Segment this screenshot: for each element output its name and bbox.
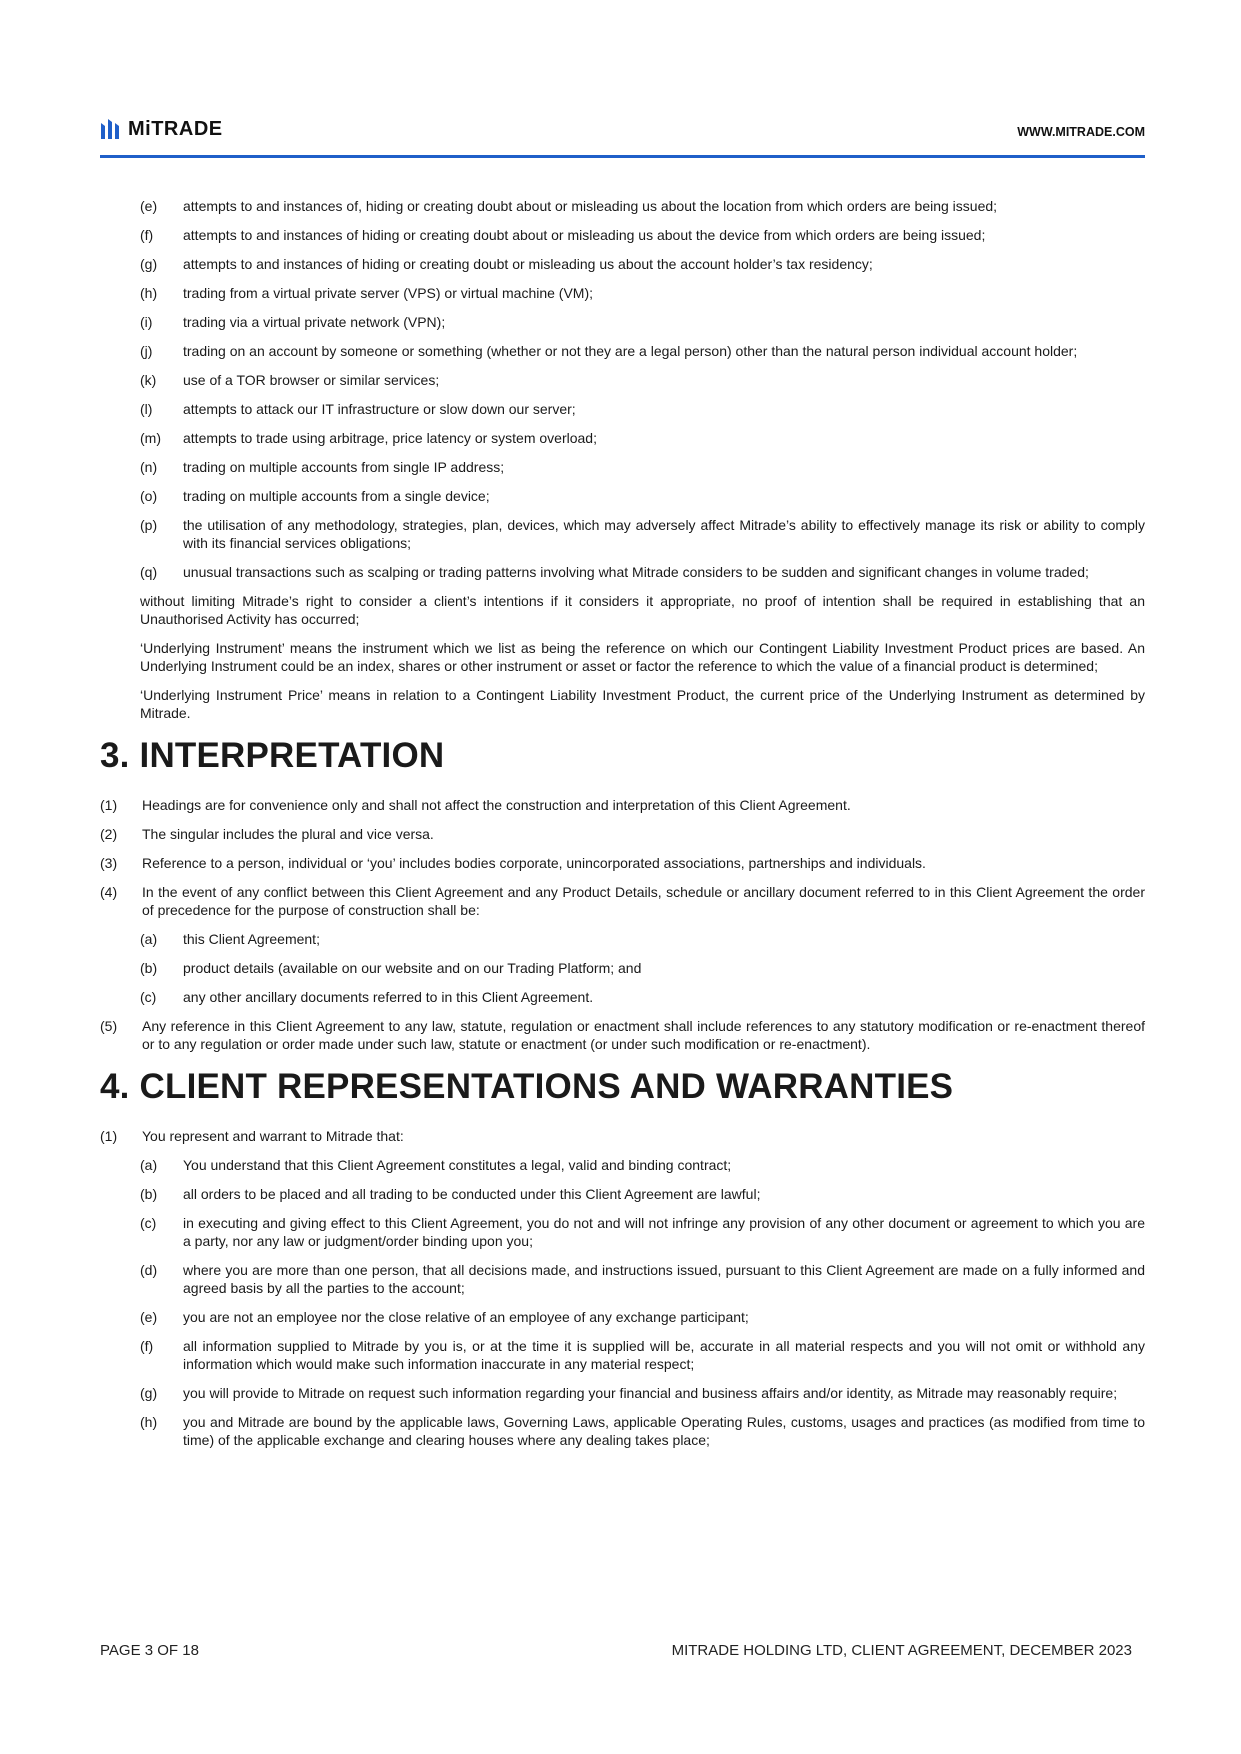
- item-text: unusual transactions such as scalping or trading patterns involving what Mitrade considers to be sudden and significant changes in volume traded;: [183, 564, 1089, 580]
- mitrade-logo: [100, 117, 223, 141]
- item-label: (f): [140, 1338, 154, 1354]
- item-text: all information supplied to Mitrade by you is, or at the time it is supplied will be, accurate in all material respects and you will not omit or withhold any information which would make such information inaccurate in any material respect;: [183, 1338, 1145, 1372]
- paragraph: ‘Underlying Instrument’ means the instrument which we list as being the reference on which our Contingent Liability Investment Product prices are based. An Underlying Instrument could be an index, shares or other instrument or asset or factor the reference to which the value of a financial product is determined;: [140, 640, 1145, 674]
- item-label: (e): [140, 198, 158, 214]
- item-text: attempts to and instances of hiding or creating doubt about or misleading us about the device from which orders are being issued;: [183, 227, 986, 243]
- item-label: (1): [100, 797, 118, 813]
- item-text: in executing and giving effect to this Client Agreement, you do not and will not infringe any provision of any other document or agreement to which you are a party, nor any law or judgment/order binding upon you;: [183, 1215, 1145, 1249]
- item-label: (5): [100, 1018, 118, 1034]
- list-item: [100, 988, 1145, 1006]
- item-text: all orders to be placed and all trading to be conducted under this Client Agreement are lawful;: [183, 1186, 761, 1202]
- list-item: [100, 825, 1145, 843]
- list-item: [100, 284, 1145, 302]
- item-label: (p): [140, 517, 158, 533]
- item-label: (c): [140, 1215, 157, 1231]
- logo-text: MiTRADE: [128, 117, 223, 140]
- item-text: trading on multiple accounts from single IP address;: [183, 459, 505, 475]
- item-label: (i): [140, 314, 153, 330]
- paragraph: ‘Underlying Instrument Price’ means in relation to a Contingent Liability Investment Product, the current price of the Underlying Instrument as determined by Mitrade.: [140, 687, 1145, 721]
- list-item: [100, 458, 1145, 476]
- item-text: In the event of any conflict between this Client Agreement and any Product Details, schedule or ancillary document referred to in this Client Agreement the order of precedence for the purpose of construction shall be:: [142, 884, 1145, 918]
- list-item: [100, 1308, 1145, 1326]
- list-item: [100, 959, 1145, 977]
- list-item: [100, 226, 1145, 244]
- item-label: (g): [140, 256, 158, 272]
- list-item: [100, 1156, 1145, 1174]
- item-text: trading on an account by someone or something (whether or not they are a legal person) other than the natural person individual account holder;: [183, 343, 1078, 359]
- section-3-item-5: [100, 1017, 1145, 1053]
- list-item: [100, 429, 1145, 447]
- list-item: [100, 342, 1145, 360]
- item-text: attempts to attack our IT infrastructure or slow down our server;: [183, 401, 576, 417]
- item-label: (3): [100, 855, 118, 871]
- item-label: (f): [140, 227, 154, 243]
- item-text: You understand that this Client Agreement constitutes a legal, valid and binding contract;: [183, 1157, 732, 1173]
- item-text: any other ancillary documents referred to in this Client Agreement.: [183, 989, 594, 1005]
- list-item: [100, 371, 1145, 389]
- paragraph: without limiting Mitrade’s right to consider a client’s intentions if it considers it appropriate, no proof of intention shall be required in establishing that an Unauthorised Activity has occurred;: [140, 593, 1145, 627]
- item-label: (o): [140, 488, 158, 504]
- section-4-sublist: [100, 1156, 1145, 1449]
- item-text: attempts to and instances of, hiding or creating doubt about or misleading us about the location from which orders are being issued;: [183, 198, 998, 214]
- item-text: trading via a virtual private network (VPN);: [183, 314, 446, 330]
- section-4-item-1: [100, 1127, 1145, 1145]
- item-text: Reference to a person, individual or ‘you’ includes bodies corporate, unincorporated associations, partnerships and individuals.: [142, 855, 926, 871]
- item-label: (a): [140, 1157, 158, 1173]
- document-title: MITRADE HOLDING LTD, CLIENT AGREEMENT, DECEMBER 2023: [671, 1642, 1132, 1659]
- item-text: trading on multiple accounts from a single device;: [183, 488, 490, 504]
- item-text: use of a TOR browser or similar services;: [183, 372, 440, 388]
- list-item: [100, 563, 1145, 581]
- item-label: (b): [140, 1186, 158, 1202]
- list-item: [100, 1214, 1145, 1250]
- list-item: [100, 1261, 1145, 1297]
- item-label: (1): [100, 1128, 118, 1144]
- list-item: [100, 255, 1145, 273]
- item-text: attempts to and instances of hiding or creating doubt or misleading us about the account holder’s tax residency;: [183, 256, 873, 272]
- list-item: [100, 487, 1145, 505]
- list-item: [100, 197, 1145, 215]
- item-label: (q): [140, 564, 158, 580]
- page-number: PAGE 3 OF 18: [100, 1642, 199, 1659]
- page-content: [100, 197, 1145, 1460]
- item-label: (h): [140, 1414, 158, 1430]
- item-text: Any reference in this Client Agreement to any law, statute, regulation or enactment shall include references to any statutory modification or re-enactment thereof or to any regulation or order made under such law, statute or enactment (or under such modification or re-enactment).: [142, 1018, 1145, 1052]
- item-label: (d): [140, 1262, 158, 1278]
- item-label: (a): [140, 931, 158, 947]
- section-3-sublist: [100, 930, 1145, 1006]
- item-text: this Client Agreement;: [183, 931, 320, 947]
- item-text: Headings are for convenience only and shall not affect the construction and interpretation of this Client Agreement.: [142, 797, 851, 813]
- item-text: you will provide to Mitrade on request such information regarding your financial and business affairs and/or identity, as Mitrade may reasonably require;: [183, 1385, 1118, 1401]
- section-4-heading: 4. CLIENT REPRESENTATIONS AND WARRANTIES: [100, 1067, 954, 1106]
- list-item: [100, 1337, 1145, 1373]
- list-item: [100, 854, 1145, 872]
- item-text: trading from a virtual private server (VPS) or virtual machine (VM);: [183, 285, 594, 301]
- item-text: the utilisation of any methodology, strategies, plan, devices, which may adversely affect Mitrade’s ability to effectively manage its risk or ability to comply with its financial services obligations;: [183, 517, 1145, 551]
- section-3-heading: 3. INTERPRETATION: [100, 736, 445, 775]
- item-label: (h): [140, 285, 158, 301]
- item-label: (g): [140, 1385, 158, 1401]
- item-label: (l): [140, 401, 153, 417]
- item-label: (2): [100, 826, 118, 842]
- list-item: [100, 796, 1145, 814]
- item-text: attempts to trade using arbitrage, price latency or system overload;: [183, 430, 597, 446]
- item-label: (c): [140, 989, 157, 1005]
- list-item: [100, 1384, 1145, 1402]
- item-text: The singular includes the plural and vice versa.: [142, 826, 434, 842]
- mitrade-logo-icon: [100, 117, 122, 141]
- section-3-list: [100, 796, 1145, 919]
- item-label: (4): [100, 884, 118, 900]
- list-item: [100, 930, 1145, 948]
- item-label: (n): [140, 459, 158, 475]
- item-text: product details (available on our website and on our Trading Platform; and: [183, 960, 642, 976]
- item-label: (e): [140, 1309, 158, 1325]
- list-item: [100, 313, 1145, 331]
- item-label: (b): [140, 960, 158, 976]
- list-item: [100, 1413, 1145, 1449]
- definition-sublist: [100, 197, 1145, 581]
- item-label: (k): [140, 372, 157, 388]
- page-header: [100, 115, 1145, 158]
- item-text: you and Mitrade are bound by the applicable laws, Governing Laws, applicable Operating Rules, customs, usages and practices (as modified from time to time) of the applicable exchange and clearing houses where any dealing takes place;: [183, 1414, 1145, 1448]
- item-text: you are not an employee nor the close relative of an employee of any exchange participant;: [183, 1309, 749, 1325]
- list-item: [100, 883, 1145, 919]
- item-label: (j): [140, 343, 153, 359]
- item-text: where you are more than one person, that all decisions made, and instructions issued, pursuant to this Client Agreement are made on a fully informed and agreed basis by all the parties to the account;: [183, 1262, 1145, 1296]
- website-url[interactable]: WWW.MITRADE.COM: [1017, 125, 1145, 139]
- item-label: (m): [140, 430, 161, 446]
- item-text: You represent and warrant to Mitrade that:: [142, 1128, 404, 1144]
- definition-paragraphs: [100, 592, 1145, 722]
- list-item: [100, 1185, 1145, 1203]
- list-item: [100, 400, 1145, 418]
- list-item: [100, 516, 1145, 552]
